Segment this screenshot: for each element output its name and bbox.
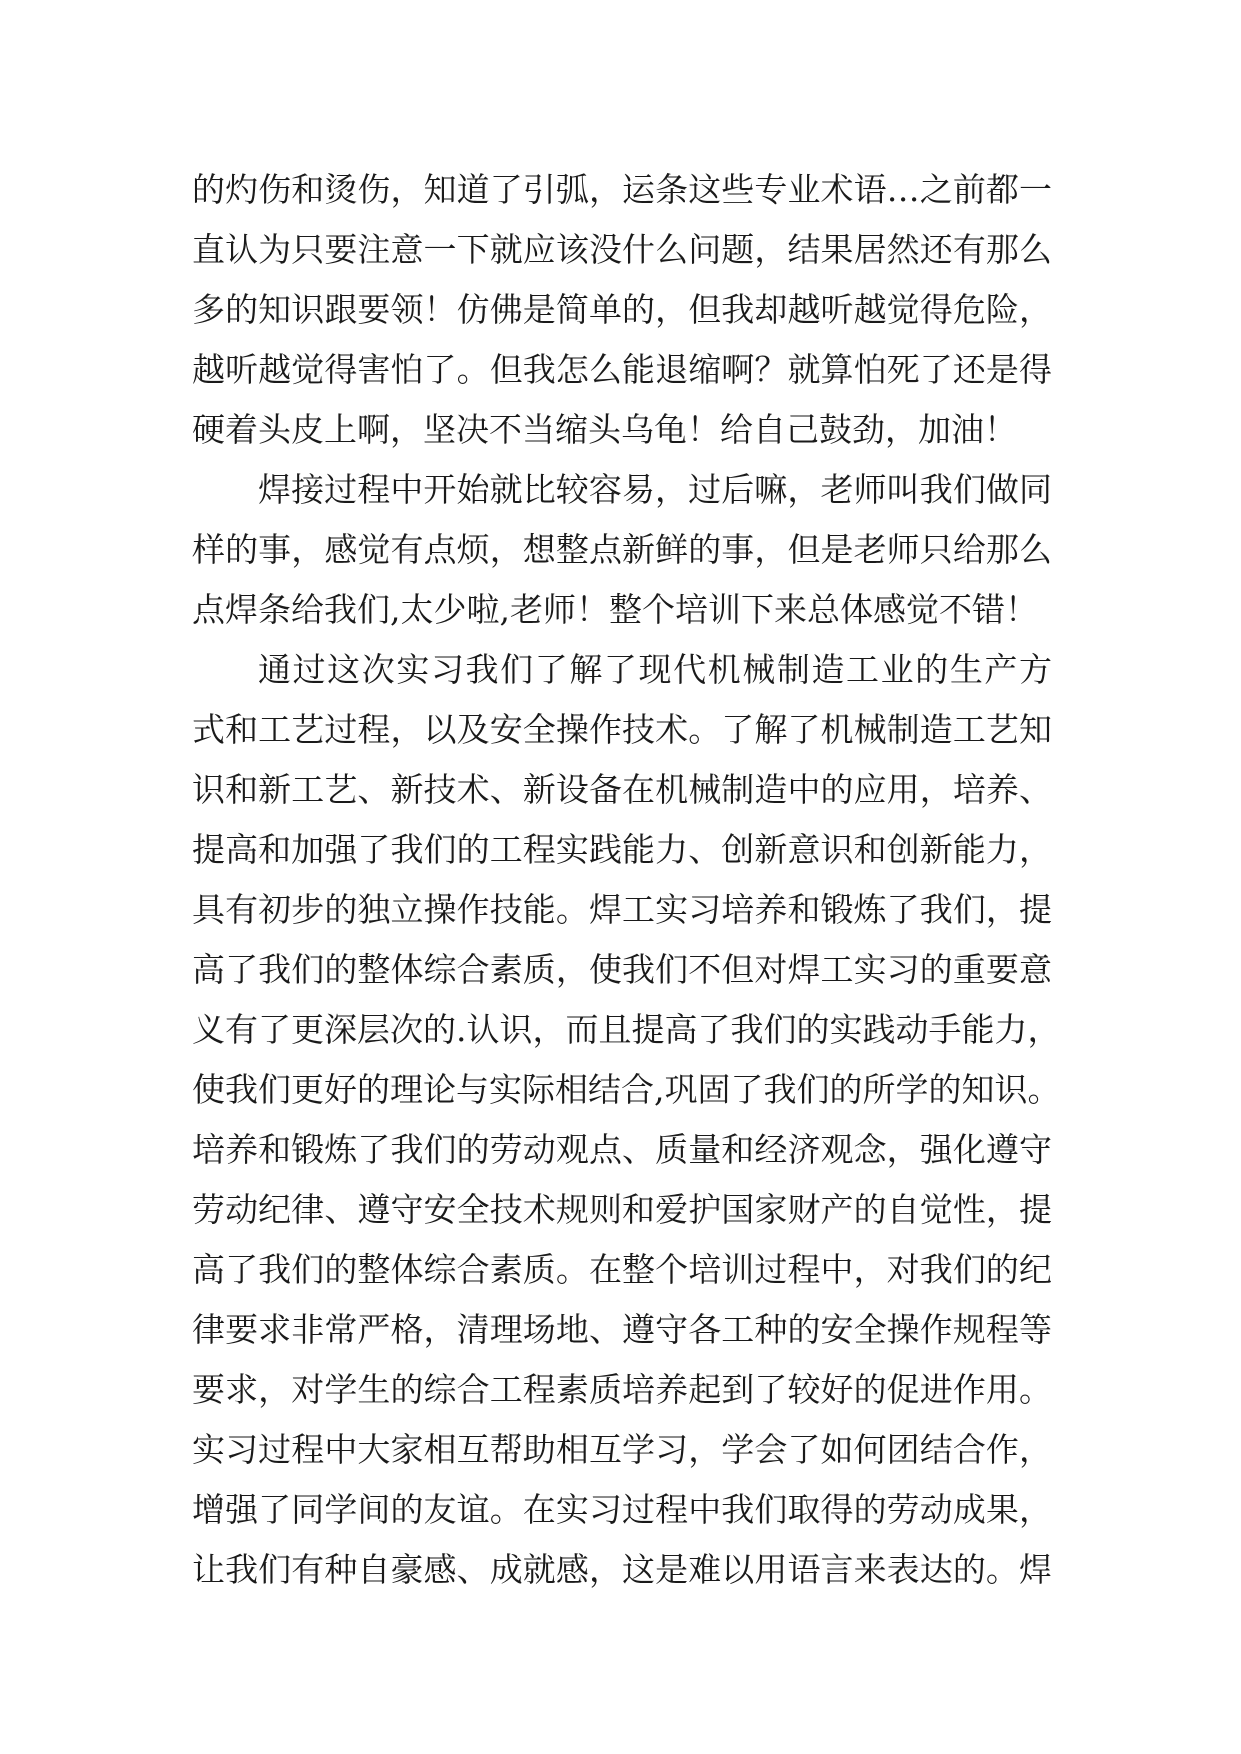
- text-line: 样的事，感觉有点烦，想整点新鲜的事，但是老师只给那么: [192, 530, 1052, 569]
- text-line: 式和工艺过程，以及安全操作技术。了解了机械制造工艺知: [192, 710, 1052, 749]
- text-line: 具有初步的独立操作技能。焊工实习培养和锻炼了我们，提: [192, 890, 1052, 929]
- text-line: 通过这次实习我们了解了现代机械制造工业的生产方: [258, 650, 1052, 689]
- text-line: 越听越觉得害怕了。但我怎么能退缩啊？就算怕死了还是得: [192, 350, 1052, 389]
- paragraph-1: [192, 160, 1052, 460]
- text-line: 要求，对学生的综合工程素质培养起到了较好的促进作用。: [192, 1370, 1052, 1409]
- paragraph-2: [192, 460, 1052, 640]
- text-line: 识和新工艺、新技术、新设备在机械制造中的应用，培养、: [192, 770, 1052, 809]
- text-line: 点焊条给我们,太少啦,老师！整个培训下来总体感觉不错！: [192, 590, 1038, 629]
- text-line: 直认为只要注意一下就应该没什么问题，结果居然还有那么: [192, 230, 1052, 269]
- text-line: 增强了同学间的友谊。在实习过程中我们取得的劳动成果，: [192, 1490, 1052, 1529]
- text-line: 高了我们的整体综合素质，使我们不但对焊工实习的重要意: [192, 950, 1052, 989]
- text-line: 劳动纪律、遵守安全技术规则和爱护国家财产的自觉性，提: [192, 1190, 1052, 1229]
- document-body: [192, 160, 1061, 1600]
- text-line: 提高和加强了我们的工程实践能力、创新意识和创新能力，: [192, 830, 1052, 869]
- text-line: 高了我们的整体综合素质。在整个培训过程中，对我们的纪: [192, 1250, 1052, 1289]
- text-line: 实习过程中大家相互帮助相互学习，学会了如何团结合作，: [192, 1430, 1052, 1469]
- text-line: 硬着头皮上啊，坚决不当缩头乌龟！给自己鼓劲，加油！: [192, 410, 1017, 449]
- text-line: 的灼伤和烫伤，知道了引弧，运条这些专业术语…之前都一: [192, 170, 1052, 209]
- text-line: 培养和锻炼了我们的劳动观点、质量和经济观念，强化遵守: [192, 1130, 1052, 1169]
- text-line: 义有了更深层次的.认识，而且提高了我们的实践动手能力，: [192, 1010, 1061, 1049]
- text-line: 多的知识跟要领！仿佛是简单的，但我却越听越觉得危险，: [192, 290, 1052, 329]
- text-line: 焊接过程中开始就比较容易，过后嘛，老师叫我们做同: [258, 470, 1052, 509]
- text-line: 律要求非常严格，清理场地、遵守各工种的安全操作规程等: [192, 1310, 1052, 1349]
- text-line: 让我们有种自豪感、成就感，这是难以用语言来表达的。焊: [192, 1550, 1052, 1589]
- text-line: 使我们更好的理论与实际相结合,巩固了我们的所学的知识。: [192, 1070, 1061, 1109]
- paragraph-3: [192, 640, 1061, 1600]
